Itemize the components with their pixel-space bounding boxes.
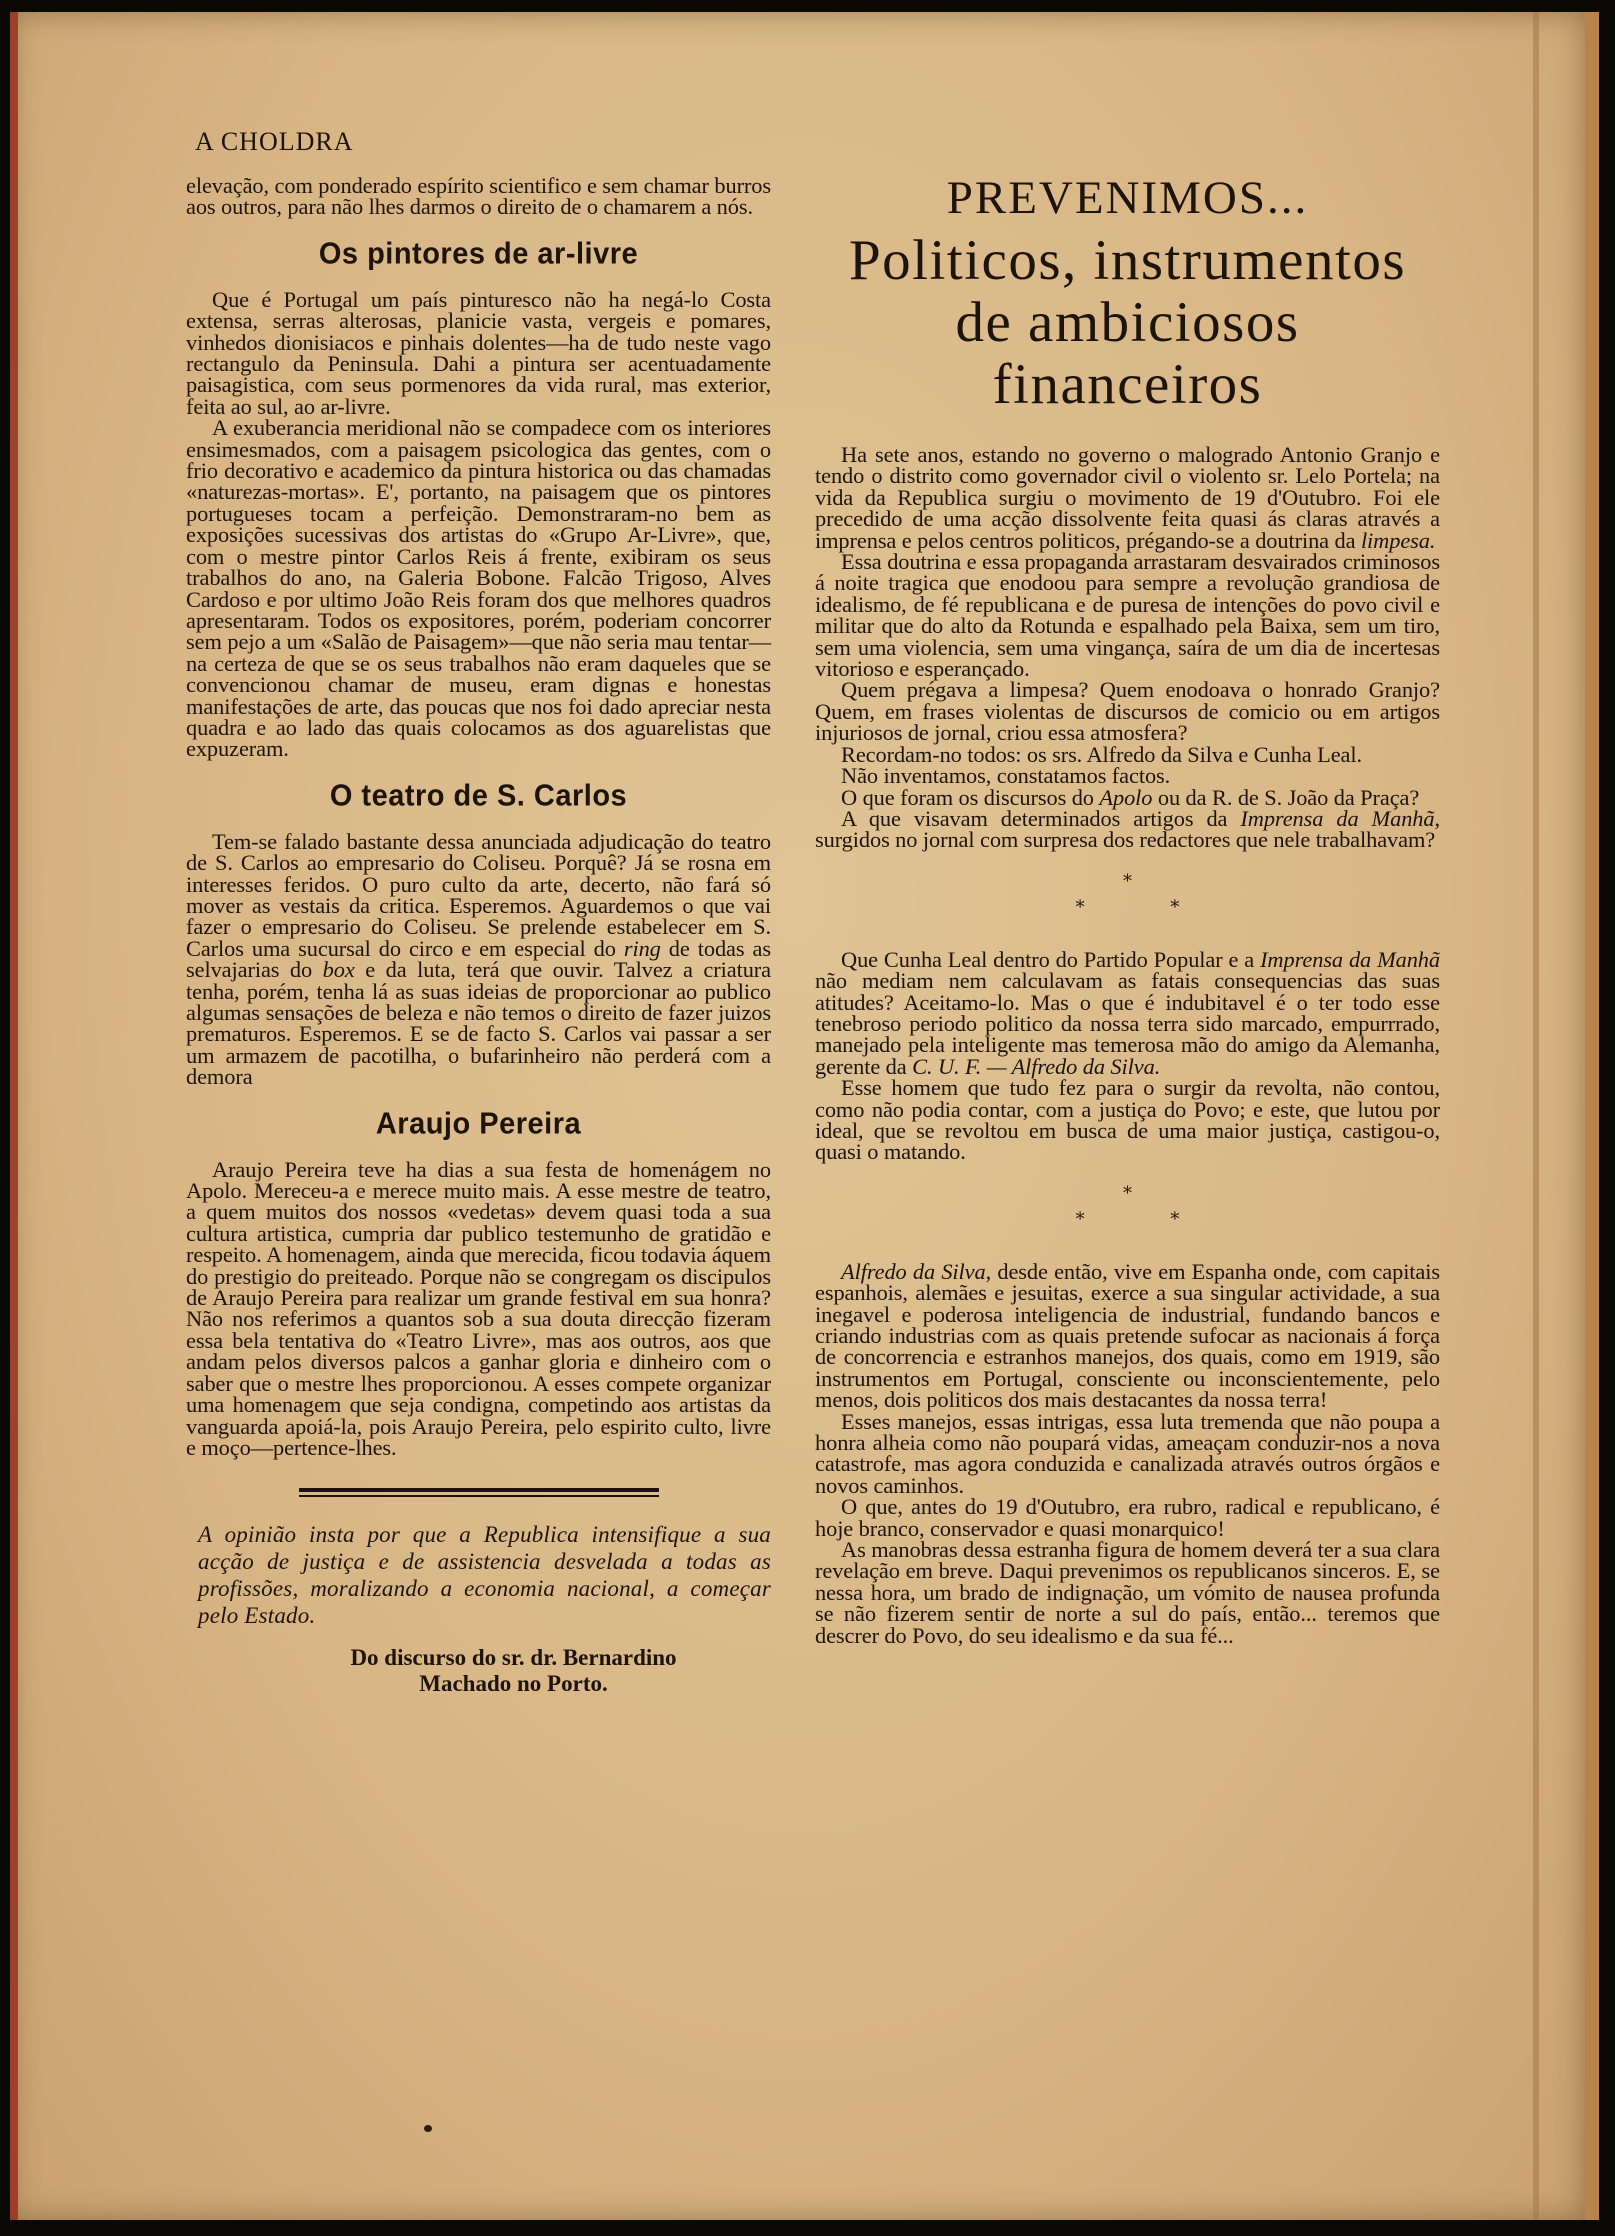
text-run: e da luta, terá que ouvir. Talvez a criatura tenha, porém, tenha lá as suas ideias de proporcionar ao publico algumas sensações de beleza e não temos o direito de fazer juizos prematuros. Esperemos. E se de facto S. Carlos vai passar a ser um armazem de pacotilha, o bufarinheiro não perderá com a demora xyxy=(186,957,771,1090)
separator-star: * xyxy=(1123,1182,1132,1204)
section-separator-1 xyxy=(815,869,1440,921)
page-spine xyxy=(1533,12,1539,2220)
article-paragraph-13: As manobras dessa estranha figura de homem deverá ter a sua clara revelação em breve. Daqui prevenimos os republicanos sinceros. E, se nessa hora, um brado de indignação, um vómito de nausea profunda se não fizerem sentir de norte a sul do país, então... teremos que descrer do Povo, do seu idealismo e da sua fé... xyxy=(815,1537,1440,1648)
headline-line-3: financeiros xyxy=(992,353,1263,416)
araujo-paragraph: Araujo Pereira teve ha dias a sua festa de homenágem no Apolo. Mereceu-a e merece muito mais. A esse mestre de teatro, a quem muitos dos nossos «vedetas» devem quasi toda a sua cultura artistica, cumpria dar publico testemunho de gratidão e respeito. A homenagem, ainda que merecida, ficou todavia áquem do prestigio do preiteado. Porque não se congregam os discipulos de Araujo Pereira para realizar um grande festival em sua honra? Não nos referimos a quantos sob a sua douta direcção fizeram essa bela tentativa do «Teatro Livre», mas aos outros, aos que andam pelos diversos palcos a ganhar gloria e dinheiro com o saber que o mestre lhes proporcionou. A esses compete organizar uma homenagem que seja condigna, competindo aos artistas da vanguarda apoiá-la, pois Araujo Pereira, pelo espirito culto, livre e moço—pertence-lhes. xyxy=(186,1156,771,1460)
article-paragraph-5: Não inventamos, constatamos factos. xyxy=(841,763,1171,789)
page-edge-band xyxy=(10,12,18,2220)
text-run: Tem-se falado bastante dessa anunciada adjudicação do teatro de S. Carlos ao empresario do Coliseu. Porquê? Já se rosna em interesses feridos. O puro culto da arte, decerto, não fará só mover as vestais da critica. Esperemos. Aguardemos o que vai fazer o empresario do Coliseu. Se prelende estabelecer em S. Carlos uma sucursal do circo e em especial do xyxy=(186,828,771,961)
article-paragraph-3: Quem prégava a limpesa? Quem enodoava o honrado Granjo? Quem, em frases violentas de discursos de comicio ou em artigos injuriosos de jornal, criou essa atmosfera? xyxy=(815,677,1440,746)
article-kicker: PREVENIMOS... xyxy=(946,172,1309,224)
text-run: A que visavam determinados artigos da xyxy=(841,805,1241,831)
separator-star-pair: * * xyxy=(1075,896,1220,918)
rule-thick xyxy=(299,1488,659,1492)
double-rule xyxy=(299,1488,659,1497)
text-run: , desde então, vive em Espanha onde, com capitais espanhois, alemães e jesuitas, exerce a sua singular actividade, a sua inegavel e poderosa inteligencia de industrial, fundando bancos e criando industrias com as quais pretende sufocar as nacionais á força de concorrencia e estranhos manejos, dos quais, como em 1919, são instrumentos em Portugal, consciente ou inconscientemente, pelo menos, dois politicos dos mais destacantes da nossa terra! xyxy=(815,1258,1441,1413)
italic-run: Imprensa da Manhã xyxy=(1240,805,1435,831)
headline-line-1: Politicos, instrumentos xyxy=(848,229,1407,292)
ink-spot xyxy=(424,2125,432,2132)
article-paragraph-8 xyxy=(815,946,1440,1079)
article-headline xyxy=(815,230,1440,416)
teatro-paragraph xyxy=(186,828,771,1090)
italic-run: ring xyxy=(623,935,661,961)
headline-line-2: de ambiciosos xyxy=(955,291,1300,354)
rule-thin xyxy=(299,1495,659,1497)
left-column xyxy=(186,175,771,1697)
text-run: não mediam nem calculavam as fatais consequencias das suas atitudes? Aceitamo-lo. Mas o que é indubitavel é o ter todo esse tenebroso periodo politico da nossa terra sido marcado, empurrrado, manejado pela inteligente mas temerosa mão do amigo da Alemanha, gerente da xyxy=(815,968,1440,1079)
text-run: , surgidos no jornal com surpresa dos redactores que nele trabalhavam? xyxy=(815,805,1440,853)
italic-run: Apolo xyxy=(1099,784,1153,810)
text-run: Ha sete anos, estando no governo o malogrado Antonio Granjo e tendo o distrito como governador civil o violento sr. Lelo Portela; na vida da Republica surgiu o movimento de 19 d'Outubro. Foi ele precedido de uma acção dissolvente feita quasi ás claras através a imprensa e pelos centros politicos, prégando-se a doutrina da xyxy=(815,442,1440,553)
quote-box: A opinião insta por que a Republica intensifique a sua acção de justiça e de assistencia desvelada a todas as profissões, moralizando a economia nacional, a começar pelo Estado. xyxy=(198,1522,771,1629)
text-run: de todas as selvajarias do xyxy=(186,935,771,983)
quote-attribution-line-1: Do discurso do sr. dr. Bernardino xyxy=(350,1645,677,1671)
italic-run: limpesa. xyxy=(1360,527,1436,553)
article-paragraph-12: O que, antes do 19 d'Outubro, era rubro, radical e republicano, é hoje branco, conservador e quasi monarquico! xyxy=(815,1494,1440,1541)
section-title-araujo: Araujo Pereira xyxy=(375,1106,582,1141)
intro-paragraph: elevação, com ponderado espírito scientifico e sem chamar burros aos outros, para não lhes darmos o direito de o chamarem a nós. xyxy=(186,173,771,220)
article-paragraph-2: Essa doutrina e essa propaganda arrastaram desvairados criminosos á noite tragica que enodoou para sempre a revolução grandiosa de idealismo, de fé republicana e de puresa de intenções do povo civil e militar que do alto da Rotunda e espalhado pela Baixa, sem um tiro, sem uma violencia, sem uma vingança, saíra de um dia de incertesas vitorioso e esperançado. xyxy=(815,549,1440,682)
pintores-paragraph-2: A exuberancia meridional não se compadece com os interiores ensimesmados, com a paisagem psicologica das gentes, com o frio decorativo e academico da pintura historica ou das chamadas «naturezas-mortas». E', portanto, na paisagem que os pintores portugueses tocam a perfeição. Demonstraram-no bem as exposições sucessivas dos artistas do «Grupo Ar-Livre», que, com o mestre pintor Carlos Reis á frente, exibiram os seus trabalhos do ano, na Galeria Bobone. Falcão Trigoso, Alves Cardoso e por ultimo João Reis foram dos que melhores quadros apresentaram. Todos os expositores, porém, poderiam concorrer sem pejo a um «Salão de Paisagem»—que não seria mau tentar—na certeza de que se os seus trabalhos não eram daqueles que se convencionou chamar de museu, eram dignas e honestas manifestações de arte, das poucas que nos foi dado apreciar nesta quadra e ao lado das quais colocamos as dos aguarelistas que expuzeram. xyxy=(186,415,771,762)
text-run: Que Cunha Leal dentro do Partido Popular e a xyxy=(841,946,1261,972)
quote-attribution-line-2: Machado no Porto. xyxy=(419,1671,608,1697)
italic-run: Imprensa da Manhã xyxy=(1260,946,1440,972)
article-paragraph-7 xyxy=(815,805,1440,853)
italic-run: C. U. F. — Alfredo da Silva. xyxy=(912,1053,1161,1079)
article-paragraph-4: Recordam-no todos: os srs. Alfredo da Silva e Cunha Leal. xyxy=(841,741,1362,767)
article-paragraph-10 xyxy=(815,1258,1441,1413)
article-paragraph-1 xyxy=(815,444,1440,551)
italic-run: Alfredo da Silva xyxy=(841,1258,986,1284)
section-separator-2 xyxy=(815,1181,1440,1233)
article-paragraph-9: Esse homem que tudo fez para o surgir da revolta, não contou, como não podia contar, com a justiça do Povo; e este, que lutou por ideal, que se revoltou em busca de uma maior justiça, castigou-o, quasi o matando. xyxy=(815,1075,1440,1165)
article-paragraph-11: Esses manejos, essas intrigas, essa luta tremenda que não poupa a honra alheia como não poupará vidas, ameaçam conduzir-nos a nova catastrofe, mas agora conduzida e canalizada através outros órgãos e novos caminhos. xyxy=(815,1408,1440,1498)
section-title-teatro: O teatro de S. Carlos xyxy=(329,778,628,813)
text-run: O que foram os discursos do xyxy=(841,784,1100,810)
separator-star-pair: * * xyxy=(1075,1208,1220,1230)
article-paragraph-6 xyxy=(815,784,1440,810)
section-title-pintores: Os pintores de ar-livre xyxy=(318,236,639,271)
right-column xyxy=(815,170,1440,1646)
separator-star: * xyxy=(1123,870,1132,892)
text-run: ou da R. de S. João da Praça? xyxy=(1152,784,1420,810)
pintores-paragraph-1: Que é Portugal um país pinturesco não ha negá-lo Costa extensa, serras alterosas, planicie vasta, vergeis e pomares, vinhedos dionisiacos e pinhais dolentes—ha de tudo neste vago rectangulo da Peninsula. Dahi a pintura ser acentuadamente paisagistica, com seus pormenores da vida rural, mas exterior, feita ao sul, ao ar-livre. xyxy=(186,286,771,419)
running-head: A CHOLDRA xyxy=(195,127,354,156)
italic-run: box xyxy=(322,957,355,983)
